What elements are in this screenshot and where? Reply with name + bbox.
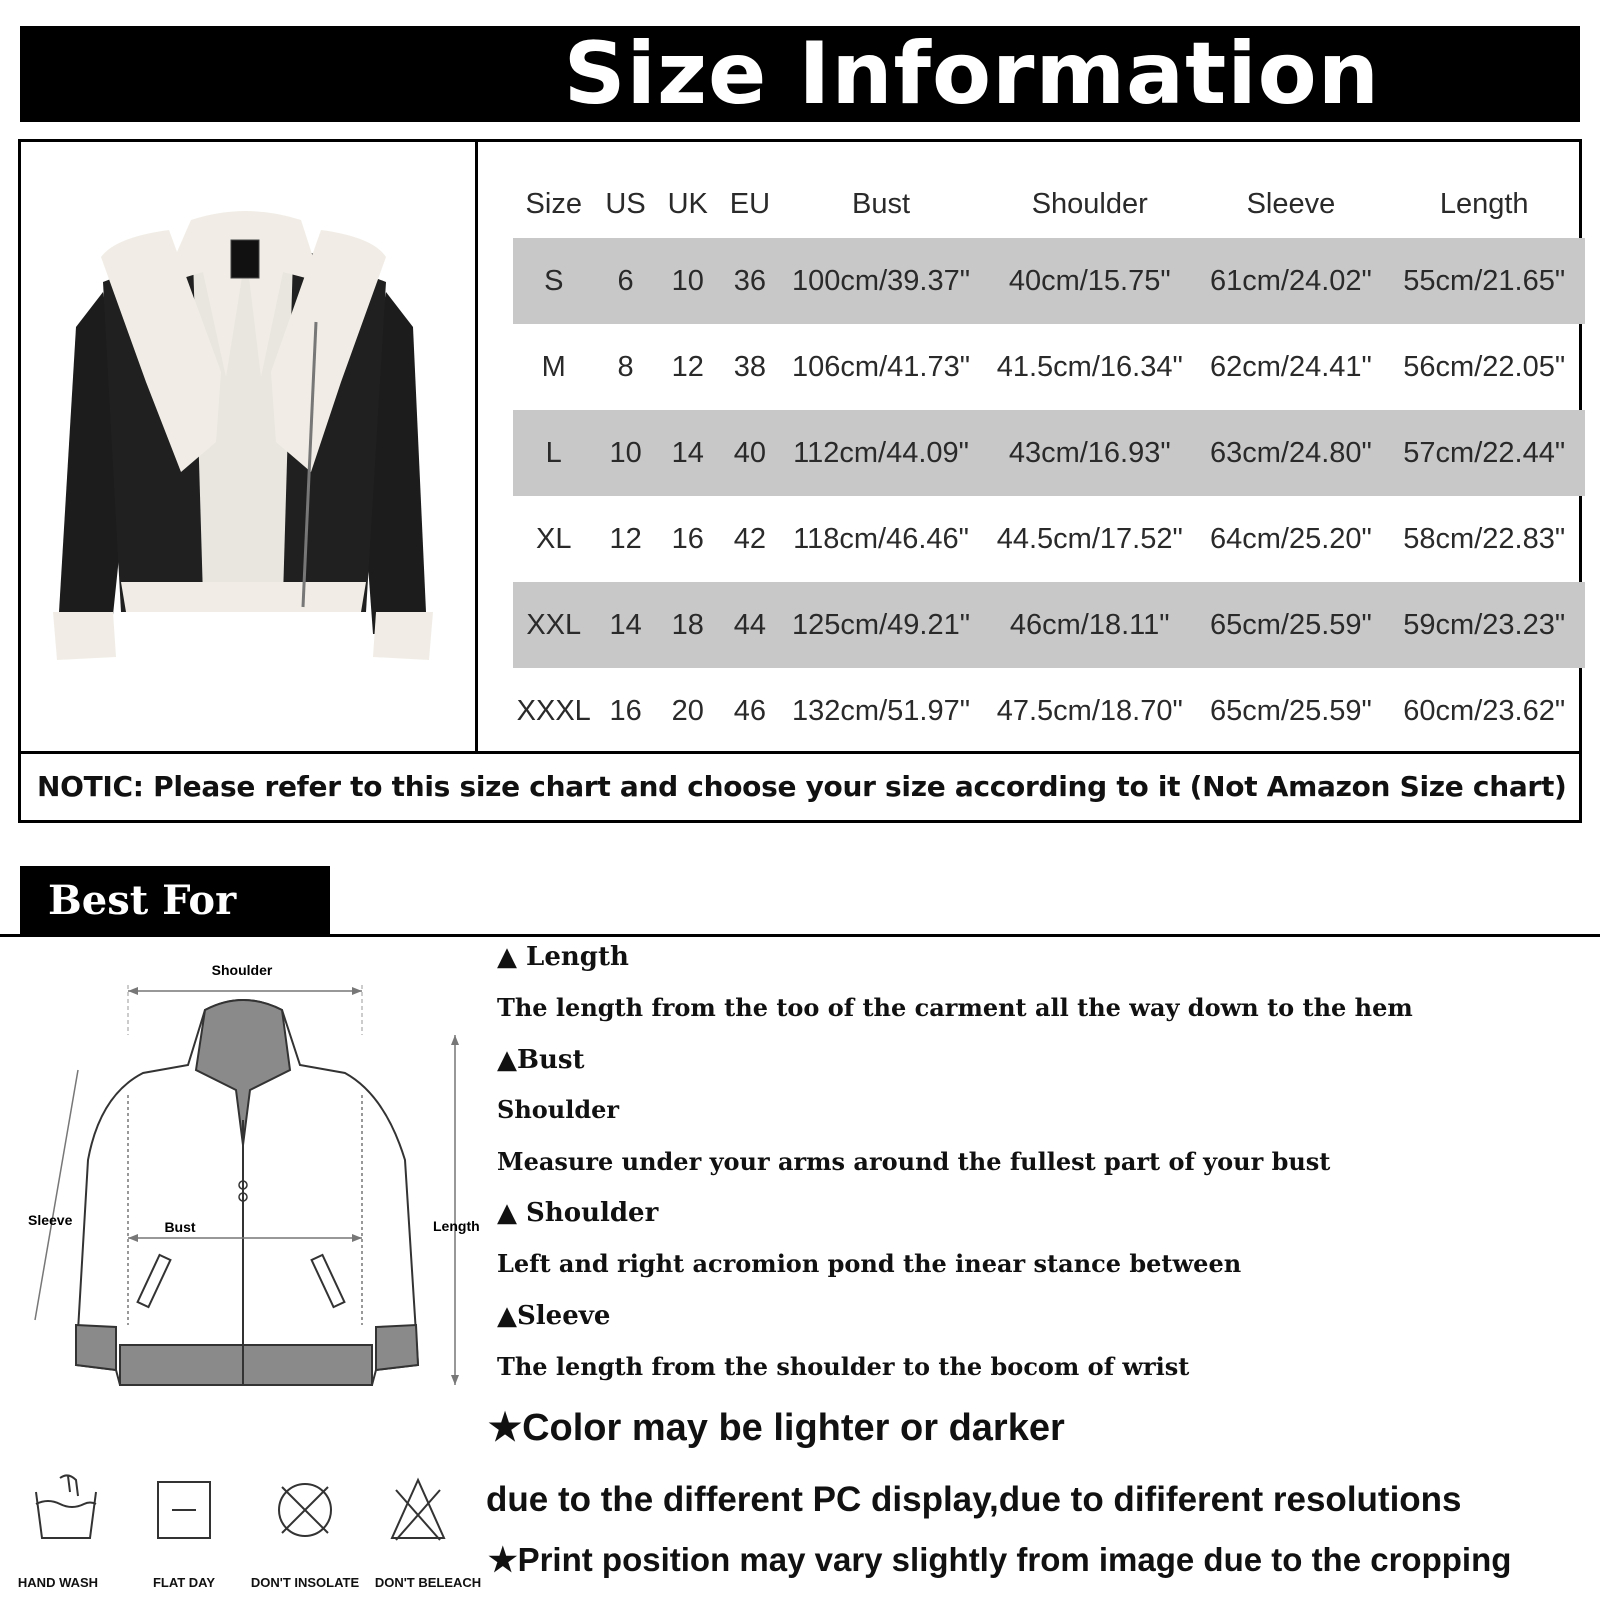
table-row: [513, 238, 1585, 324]
col-header-uk: UK: [667, 187, 708, 220]
table-row: [513, 582, 1585, 668]
title-banner: [20, 26, 1580, 122]
measurement-diagram: [0, 945, 490, 1445]
table-cell: L: [513, 410, 595, 496]
table-row: [513, 324, 1585, 410]
table-row: [513, 410, 1585, 496]
jacket-photo: [21, 142, 475, 751]
table-cell: 46: [733, 694, 767, 727]
size-table: [513, 170, 1585, 754]
care-icons: [20, 1470, 480, 1570]
col-header-length: Length: [1439, 187, 1529, 220]
desc-bust-subheading: Shoulder: [497, 1095, 620, 1124]
table-cell: 40: [719, 410, 781, 496]
table-cell: 12: [671, 350, 704, 383]
page-title: Size Information: [563, 24, 1380, 124]
table-cell: 65cm/25.59": [1209, 694, 1372, 727]
desc-length-text: The length from the too of the carment all the way down to the hem: [497, 993, 1413, 1022]
table-cell: 63cm/24.80": [1198, 410, 1383, 496]
table-cell: 16: [609, 694, 642, 727]
table-cell: 43cm/16.93": [981, 410, 1198, 496]
desc-shoulder-text: Left and right acromion pond the inear stance between: [497, 1249, 1242, 1278]
table-cell: 6: [595, 238, 657, 324]
desc-bust-heading: ▲Bust: [497, 1045, 585, 1075]
table-cell: 14: [595, 582, 657, 668]
table-cell: 59cm/23.23": [1383, 582, 1585, 668]
table-cell: 44.5cm/17.52": [996, 522, 1183, 555]
length-label: Length: [433, 1218, 480, 1234]
note-color: ★Color may be lighter or darker: [488, 1407, 1065, 1449]
dont-insolate-icon: [279, 1484, 331, 1536]
table-row: [513, 496, 1585, 582]
table-cell: XL: [536, 522, 572, 555]
table-cell: 56cm/22.05": [1403, 350, 1566, 383]
col-header-us: US: [605, 187, 646, 220]
desc-sleeve-text: The length from the shoulder to the bocom of wrist: [497, 1352, 1190, 1381]
table-cell: 18: [657, 582, 719, 668]
table-cell: 57cm/22.44": [1383, 410, 1585, 496]
table-cell: 14: [657, 410, 719, 496]
care-label-flat-dry: FLAT DAY: [152, 1575, 216, 1590]
care-label-dont-insolate: DON'T INSOLATE: [250, 1575, 360, 1590]
table-cell: 132cm/51.97": [792, 694, 971, 727]
table-cell: 58cm/22.83": [1403, 522, 1566, 555]
table-cell: 8: [617, 350, 634, 383]
table-cell: 10: [657, 238, 719, 324]
table-cell: 60cm/23.62": [1403, 694, 1566, 727]
col-header-sleeve: Sleeve: [1246, 187, 1336, 220]
table-cell: 40cm/15.75": [981, 238, 1198, 324]
table-cell: 100cm/39.37": [781, 238, 981, 324]
sleeve-label: Sleeve: [28, 1212, 73, 1228]
care-label-hand-wash: HAND WASH: [17, 1575, 99, 1590]
table-cell: 64cm/25.20": [1209, 522, 1372, 555]
best-for-you-tab: Best For You: [20, 866, 330, 936]
product-photo-cell: [21, 142, 478, 754]
section-divider: [0, 934, 1600, 937]
table-cell: M: [541, 350, 566, 383]
table-cell: 55cm/21.65": [1383, 238, 1585, 324]
table-cell: 41.5cm/16.34": [996, 350, 1183, 383]
table-cell: 112cm/44.09": [781, 410, 981, 496]
bust-label: Bust: [164, 1219, 196, 1235]
size-chart-box: [18, 139, 1582, 823]
col-header-bust: Bust: [852, 187, 911, 220]
col-header-size: Size: [525, 187, 582, 220]
table-cell: 36: [719, 238, 781, 324]
table-cell: 44: [719, 582, 781, 668]
table-cell: 12: [609, 522, 642, 555]
table-cell: 42: [733, 522, 767, 555]
hand-wash-icon: [36, 1475, 96, 1538]
desc-shoulder-heading: ▲ Shoulder: [497, 1198, 659, 1228]
table-cell: XXXL: [516, 694, 591, 727]
table-cell: 47.5cm/18.70": [996, 694, 1183, 727]
care-label-dont-bleach: DON'T BELEACH: [374, 1575, 482, 1590]
table-cell: 106cm/41.73": [792, 350, 971, 383]
desc-length-heading: ▲ Length: [497, 942, 629, 972]
table-cell: 38: [733, 350, 767, 383]
note-display: due to the different PC display,due to dififerent resolutions: [486, 1480, 1462, 1519]
table-cell: 118cm/46.46": [793, 522, 969, 555]
table-cell: 10: [595, 410, 657, 496]
flat-dry-icon: [158, 1482, 210, 1538]
table-cell: XXL: [513, 582, 595, 668]
dont-bleach-icon: [392, 1480, 444, 1540]
col-header-shoulder: Shoulder: [1031, 187, 1148, 220]
table-cell: 16: [671, 522, 704, 555]
table-cell: 20: [671, 694, 704, 727]
table-cell: 46cm/18.11": [981, 582, 1198, 668]
shoulder-label: Shoulder: [211, 962, 273, 978]
desc-sleeve-heading: ▲Sleeve: [497, 1301, 611, 1331]
desc-bust-text: Measure under your arms around the fullest part of your bust: [497, 1147, 1331, 1176]
table-cell: 61cm/24.02": [1198, 238, 1383, 324]
table-cell: 62cm/24.41": [1209, 350, 1372, 383]
size-notice: NOTIC: Please refer to this size chart and choose your size according to it (Not Amazon Size chart): [21, 751, 1579, 821]
table-cell: 65cm/25.59": [1198, 582, 1383, 668]
col-header-eu: EU: [729, 187, 771, 220]
table-row: [513, 668, 1585, 754]
table-cell: 125cm/49.21": [781, 582, 981, 668]
table-cell: S: [513, 238, 595, 324]
note-print: ★Print position may vary slightly from image due to the cropping: [488, 1541, 1512, 1578]
size-table-header: [513, 170, 1585, 238]
